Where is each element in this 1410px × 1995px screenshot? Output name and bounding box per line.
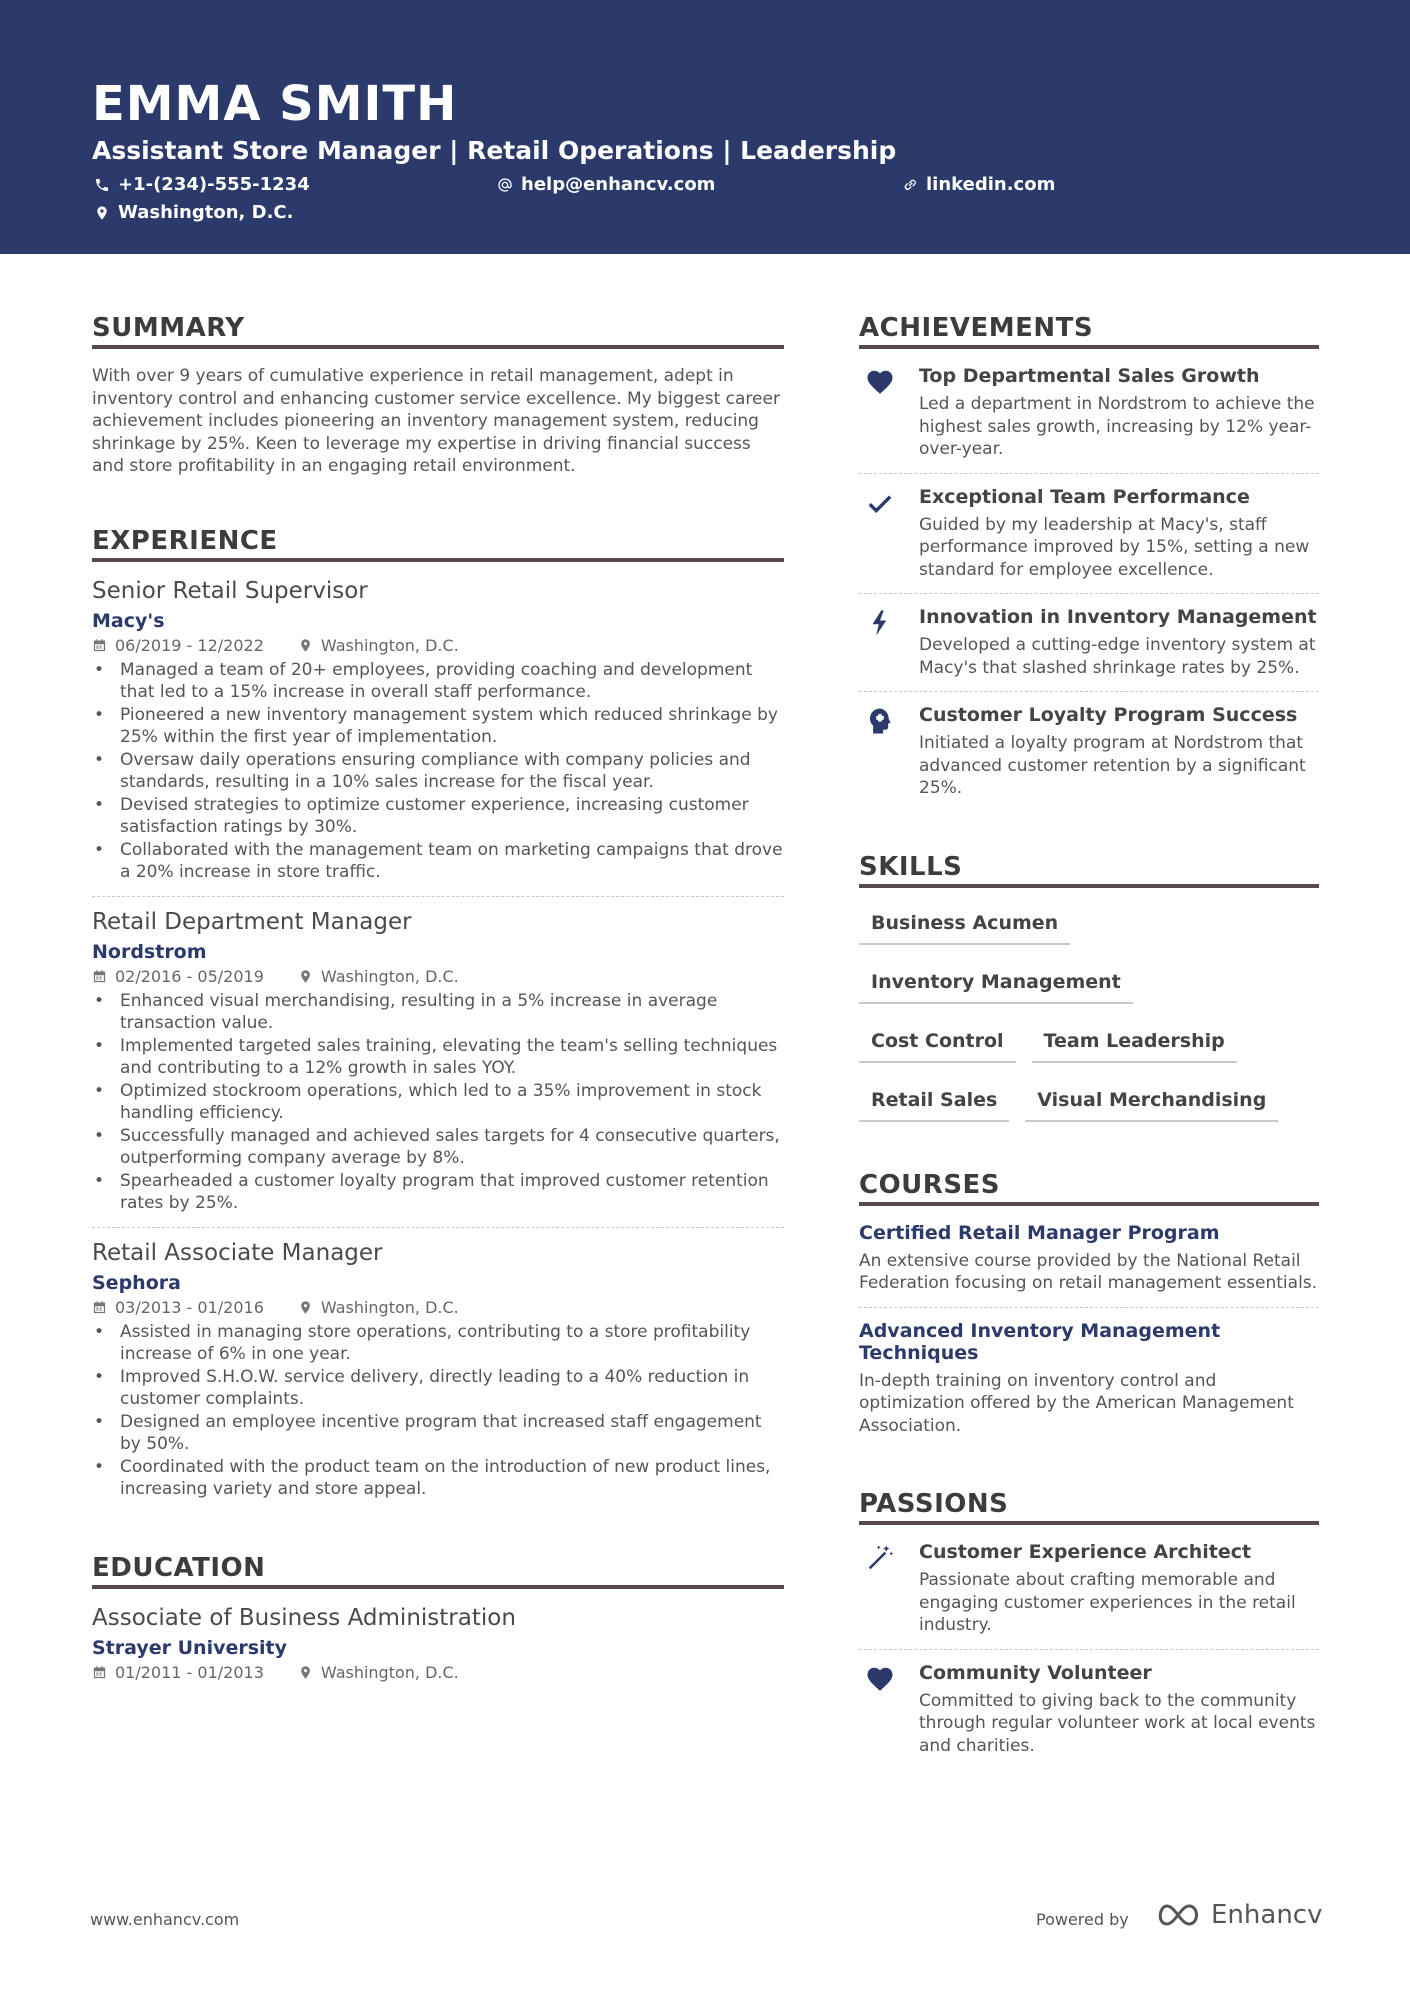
company-name: Sephora bbox=[92, 1271, 181, 1294]
magic-wand-icon bbox=[865, 1543, 895, 1573]
bullet-item: • Coordinated with the product team on the introduction of new product lines, increasing variety and store appeal. bbox=[92, 1456, 784, 1501]
courses-section bbox=[859, 1170, 1319, 1450]
email-text: help@enhancv.com bbox=[521, 174, 716, 195]
passion-desc: Passionate about crafting memorable and engaging customer experiences in the retail industry. bbox=[919, 1570, 1296, 1635]
footer-website-link[interactable]: www.enhancv.com bbox=[90, 1910, 240, 1929]
achievement-item bbox=[859, 486, 1319, 595]
summary-section bbox=[92, 313, 784, 478]
company-name: Nordstrom bbox=[92, 940, 207, 963]
passion-desc: Committed to giving back to the community through regular volunteer work at local events and charities. bbox=[919, 1690, 1316, 1756]
contact-email[interactable] bbox=[497, 174, 715, 195]
education-title: EDUCATION bbox=[92, 1553, 784, 1589]
job-meta bbox=[92, 636, 784, 655]
job-bullets bbox=[92, 659, 784, 884]
achievement-item bbox=[859, 365, 1319, 474]
education-dates: 01/2011 - 01/2013 bbox=[115, 1662, 264, 1682]
bullet-item: • Optimized stockroom operations, which led to a 35% improvement in stock handling efficiency. bbox=[92, 1080, 784, 1125]
education-section bbox=[92, 1553, 784, 1682]
job-title: Senior Retail Supervisor bbox=[92, 577, 368, 604]
course-desc: In-depth training on inventory control and optimization offered by the American Management Association. bbox=[859, 1370, 1294, 1436]
skill-tag: Team Leadership bbox=[1032, 1022, 1237, 1063]
education-location: Washington, D.C. bbox=[320, 1662, 459, 1682]
skill-tag: Inventory Management bbox=[859, 963, 1133, 1004]
bullet-item: • Improved S.H.O.W. service delivery, directly leading to a 40% reduction in customer complaints. bbox=[92, 1366, 784, 1411]
course-item bbox=[859, 1222, 1319, 1308]
job-title: Retail Associate Manager bbox=[92, 1239, 383, 1266]
job-meta bbox=[92, 1298, 784, 1317]
enhancv-logo-icon bbox=[1155, 1902, 1201, 1928]
course-item bbox=[859, 1320, 1319, 1450]
head-brain-icon bbox=[865, 706, 895, 736]
passion-item bbox=[859, 1541, 1319, 1650]
bullet-item: • Enhanced visual merchandising, resulting in a 5% increase in average transaction value. bbox=[92, 990, 784, 1035]
at-sign-icon bbox=[497, 177, 513, 193]
passion-title: Customer Experience Architect bbox=[919, 1541, 1252, 1563]
skill-tag: Cost Control bbox=[859, 1022, 1016, 1063]
achievements-title: ACHIEVEMENTS bbox=[859, 313, 1319, 349]
link-icon bbox=[902, 177, 918, 193]
job-location: Washington, D.C. bbox=[320, 635, 459, 655]
heart-icon bbox=[865, 367, 895, 397]
location-text: Washington, D.C. bbox=[118, 202, 294, 223]
skill-tag: Retail Sales bbox=[859, 1081, 1009, 1122]
resume-header bbox=[0, 0, 1410, 254]
skills-title: SKILLS bbox=[859, 852, 1319, 888]
enhancv-logo[interactable] bbox=[1155, 1900, 1322, 1930]
bullet-item: • Pioneered a new inventory management system which reduced shrinkage by 25% within the first year of implementation. bbox=[92, 704, 784, 749]
bullet-item: • Managed a team of 20+ employees, providing coaching and development that led to a 15% increase in overall staff performance. bbox=[92, 659, 784, 704]
phone-icon bbox=[94, 177, 110, 193]
checkmark-icon bbox=[865, 488, 895, 518]
bullet-item: • Spearheaded a customer loyalty program that improved customer retention rates by 25%. bbox=[92, 1170, 784, 1215]
achievement-title: Exceptional Team Performance bbox=[919, 485, 1250, 508]
achievements-section bbox=[859, 313, 1319, 812]
bullet-item: • Assisted in managing store operations, contributing to a store profitability increase of 6% in one year. bbox=[92, 1321, 784, 1366]
achievement-title: Customer Loyalty Program Success bbox=[919, 704, 1298, 726]
location-pin-icon bbox=[298, 1665, 313, 1680]
right-column bbox=[859, 313, 1319, 1781]
job-entry bbox=[92, 578, 784, 897]
job-meta bbox=[92, 967, 784, 986]
skills-list bbox=[859, 904, 1299, 1140]
course-title: Advanced Inventory Management Techniques bbox=[859, 1319, 1221, 1364]
linkedin-text: linkedin.com bbox=[926, 174, 1056, 195]
bullet-item: • Designed an employee incentive program that increased staff engagement by 50%. bbox=[92, 1411, 784, 1456]
course-title: Certified Retail Manager Program bbox=[859, 1221, 1220, 1244]
candidate-name: EMMA SMITH bbox=[92, 76, 458, 132]
job-location: Washington, D.C. bbox=[320, 1297, 459, 1317]
left-column bbox=[92, 313, 784, 1686]
location-pin-icon bbox=[298, 969, 313, 984]
job-entry bbox=[92, 909, 784, 1228]
passions-section bbox=[859, 1489, 1319, 1769]
contact-linkedin[interactable] bbox=[902, 174, 1055, 195]
location-pin-icon bbox=[94, 205, 110, 221]
company-name: Macy's bbox=[92, 609, 165, 632]
bullet-item: • Oversaw daily operations ensuring compliance with company policies and standards, resulting in a 10% sales increase for the fiscal year. bbox=[92, 749, 784, 794]
job-dates: 06/2019 - 12/2022 bbox=[115, 635, 264, 655]
achievement-title: Innovation in Inventory Management bbox=[919, 606, 1317, 628]
achievement-desc: Initiated a loyalty program at Nordstrom that advanced customer retention by a significant 25%. bbox=[919, 733, 1306, 798]
summary-title: SUMMARY bbox=[92, 313, 784, 349]
passion-title: Community Volunteer bbox=[919, 1661, 1152, 1684]
experience-title: EXPERIENCE bbox=[92, 526, 784, 562]
course-desc: An extensive course provided by the National Retail Federation focusing on retail management essentials. bbox=[859, 1250, 1318, 1293]
bullet-item: • Successfully managed and achieved sales targets for 4 consecutive quarters, outperforming company average by 8%. bbox=[92, 1125, 784, 1170]
bullet-item: • Collaborated with the management team on marketing campaigns that drove a 20% increase in store traffic. bbox=[92, 839, 784, 884]
bullet-item: • Implemented targeted sales training, elevating the team's selling techniques and contributing to a 12% growth in sales YOY. bbox=[92, 1035, 784, 1080]
courses-title: COURSES bbox=[859, 1170, 1319, 1206]
experience-section bbox=[92, 526, 784, 1513]
skills-section bbox=[859, 852, 1319, 1140]
calendar-icon bbox=[92, 638, 107, 653]
bullet-item: • Devised strategies to optimize customer experience, increasing customer satisfaction ratings by 30%. bbox=[92, 794, 784, 839]
summary-text: With over 9 years of cumulative experience in retail management, adept in inventory control and enhancing customer service excellence. My biggest career achievement includes pioneering an inventory management system, reducing shrinkage by 25%. Keen to leverage my expertise in driving financial success and store profitability in an engaging retail environment. bbox=[92, 366, 780, 476]
footer-powered-by: Powered by bbox=[1036, 1910, 1129, 1929]
contact-phone bbox=[94, 174, 310, 195]
skill-tag: Visual Merchandising bbox=[1025, 1081, 1278, 1122]
phone-text: +1-(234)-555-1234 bbox=[118, 174, 310, 195]
job-entry bbox=[92, 1240, 784, 1513]
passion-item bbox=[859, 1662, 1319, 1770]
achievement-desc: Led a department in Nordstrom to achieve the highest sales growth, increasing by 12% year-over-year. bbox=[919, 394, 1315, 459]
job-dates: 03/2013 - 01/2016 bbox=[115, 1297, 264, 1317]
contact-location bbox=[94, 202, 293, 223]
job-bullets bbox=[92, 990, 784, 1215]
calendar-icon bbox=[92, 1300, 107, 1315]
headline: Assistant Store Manager | Retail Operations | Leadership bbox=[92, 136, 897, 165]
location-pin-icon bbox=[298, 638, 313, 653]
heart-icon bbox=[865, 1664, 895, 1694]
job-location: Washington, D.C. bbox=[320, 966, 459, 986]
achievement-item bbox=[859, 606, 1319, 692]
lightning-bolt-icon bbox=[865, 608, 895, 638]
education-meta bbox=[92, 1663, 784, 1682]
location-pin-icon bbox=[298, 1300, 313, 1315]
achievement-item bbox=[859, 704, 1319, 812]
passions-title: PASSIONS bbox=[859, 1489, 1319, 1525]
job-dates: 02/2016 - 05/2019 bbox=[115, 966, 264, 986]
job-bullets bbox=[92, 1321, 784, 1501]
school-name: Strayer University bbox=[92, 1636, 288, 1659]
degree-title: Associate of Business Administration bbox=[92, 1604, 516, 1631]
achievement-desc: Developed a cutting-edge inventory system at Macy's that slashed shrinkage rates by 25%. bbox=[919, 635, 1316, 678]
achievement-title: Top Departmental Sales Growth bbox=[919, 365, 1260, 387]
job-title: Retail Department Manager bbox=[92, 908, 412, 935]
skill-tag: Business Acumen bbox=[859, 904, 1070, 945]
enhancv-logo-text: Enhancv bbox=[1211, 1900, 1323, 1930]
achievement-desc: Guided by my leadership at Macy's, staff performance improved by 15%, setting a new standard for employee excellence. bbox=[919, 514, 1310, 580]
calendar-icon bbox=[92, 1665, 107, 1680]
calendar-icon bbox=[92, 969, 107, 984]
